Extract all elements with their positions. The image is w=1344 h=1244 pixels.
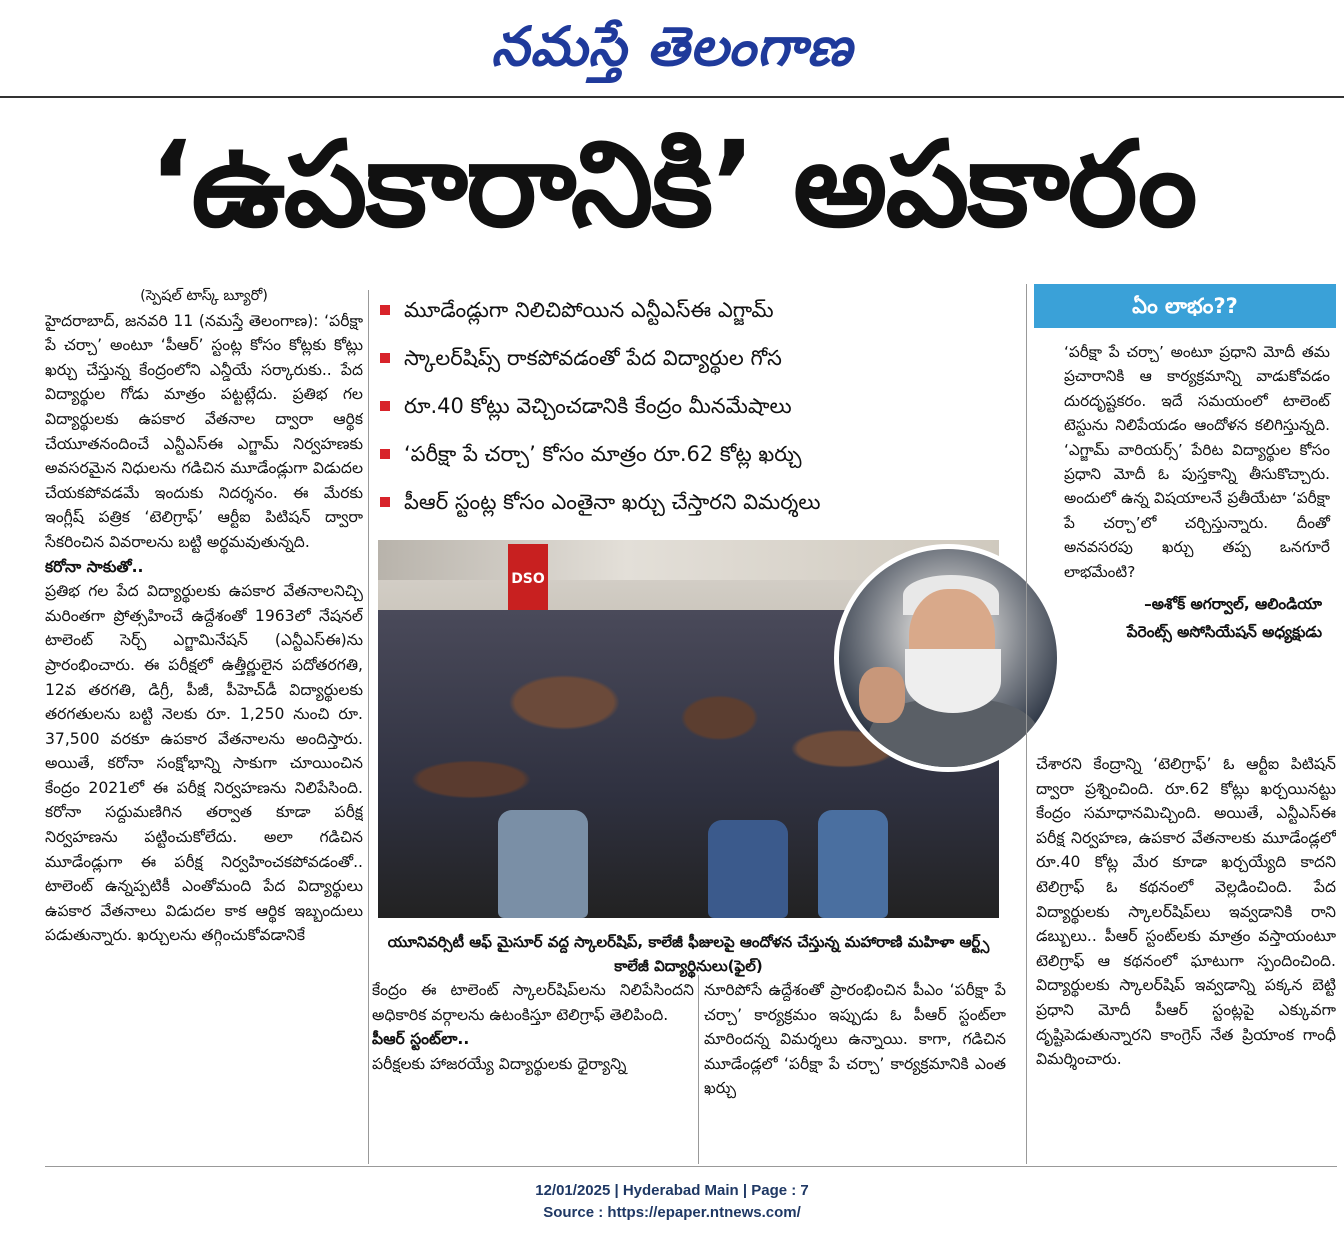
bullet-square-icon — [380, 353, 390, 363]
sidebar-signature: –అశోక్ అగర్వాల్, ఆలిండియా పేరెంట్స్ అసోసియేషన్ అధ్యక్షుడు — [1126, 595, 1322, 642]
column-divider — [1026, 284, 1027, 1164]
bullet-square-icon — [380, 497, 390, 507]
bullet-square-icon — [380, 401, 390, 411]
masthead-logo: నమస్తే తెలంగాణ — [491, 14, 853, 78]
article-bottom-rule — [45, 1166, 1337, 1167]
dso-sign: DSO — [508, 544, 548, 614]
bullet-square-icon — [380, 305, 390, 315]
highlight-item: రూ.40 కోట్లు వెచ్చించడానికి కేంద్రం మీనమేషాలు — [380, 382, 1020, 430]
backpack — [498, 810, 588, 918]
subhead-pr-stunt: పీఆర్ స్టంట్‌లా.. — [372, 1030, 470, 1049]
mid-column-2: నూరిపోసే ఉద్దేశంతో ప్రారంభించిన పీఎం ‘పరీక్షా పే చర్చా’ కార్యక్రమం ఇప్పుడు ఓ పీఆర్ స్టంట్‌లా మారిందన్న విమర్శలు ఉన్నాయి. కాగా, గడిచిన మూడేండ్లలో ‘పరీక్షా పే చర్చా’ కార్యక్రమానికి ఎంత ఖర్చు — [704, 981, 1006, 1098]
footer-date-line: 12/01/2025 | Hyderabad Main | Page : 7 — [535, 1182, 809, 1199]
right-column: చేశారని కేంద్రాన్ని ‘టెలిగ్రాఫ్’ ఓ ఆర్టీఐ పిటిషన్ ద్వారా ప్రశ్నించింది. రూ.62 కోట్లు ఖర్చయినట్టు కేంద్రం సమాధానమిచ్చింది. అయితే, ఎన్టీఎస్ఈ పరీక్ష నిర్వహణ, ఉపకార వేతనాలకు మూడేండ్లలో రూ.40 కోట్ల మేర కూడా ఖర్చయ్యేది కాదని టెలిగ్రాఫ్ ఓ కథనంలో వెల్లడించింది. పేద విద్యార్థులకు స్కాలర్‌షిప్‌లు ఇవ్వడానికి రాని డబ్బులు.. పీఆర్ స్టంట్‌లకు మాత్రం వస్తాయంటూ టెలిగ్రాఫ్ ఆ కథనంలో ఘాటుగా స్పందించింది. విద్యార్థులకు స్కాలర్‌షిప్ ఇవ్వడాన్ని పక్కన బెట్టి ప్రధాని మోదీ పీఆర్ స్టంట్లపై ఎక్కువగా దృష్టిపెడుతున్నారని కాంగ్రెస్ నేత ప్రియాంక గాంధీ విమర్శించారు. — [1036, 755, 1336, 1069]
highlight-item: స్కాలర్‌షిప్స్ రాకపోవడంతో పేద విద్యార్థుల గోస — [380, 334, 1020, 382]
bullet-square-icon — [380, 449, 390, 459]
pm-portrait — [834, 544, 1062, 772]
column-divider — [698, 975, 699, 1164]
backpack — [818, 810, 888, 918]
left-column — [45, 284, 363, 1164]
article-body-left: ప్రతిభ గల పేద విద్యార్థులకు ఉపకార వేతనాలనిచ్చి మరింతగా ప్రోత్సహించే ఉద్దేశంతో 1963లో నేషనల్ టాలెంట్ సెర్చ్ ఎగ్జామినేషన్ (ఎన్టీఎస్ఈ)ను ప్రారంభించారు. ఈ పరీక్షలో ఉత్తీర్ణులైన పదోతరగతి, 12వ తరగతి, డిగ్రీ, పీజీ, పీహెచ్‌డీ విద్యార్థులకు తరగతులను బట్టి నెలకు రూ. 1,250 నుంచి రూ. 37,500 వరకూ ఉపకార వేతనాలను అందిస్తారు. అయితే, కరోనా సంక్షోభాన్ని సాకుగా చూయించిన కేంద్రం 2021లో ఈ పరీక్ష నిర్వహణను నిలిపేసింది. కరోనా సద్దుమణిగిన తర్వాత కూడా పరీక్ష నిర్వహణను పట్టించుకోలేదు. అలా గడిచిన మూడేండ్లుగా ఈ పరీక్ష నిర్వహించకపోవడంతో.. టాలెంట్ ఉన్నప్పటికీ ఎంతోమంది పేద విద్యార్థులు ఉపకార వేతనాలు విడుదల కాక ఆర్థిక ఇబ్బందులు పడుతున్నారు. ఖర్చులను తగ్గించుకోవడానికే — [45, 582, 363, 945]
highlight-item: మూడేండ్లుగా నిలిచిపోయిన ఎన్టీఎస్ఈ ఎగ్జామ్ — [380, 286, 1020, 334]
highlights-list — [380, 286, 1020, 526]
page-footer — [0, 1180, 1344, 1224]
headline: ‘ఉపకారానికి’ అపకారం — [148, 115, 1196, 253]
byline: (స్పెషల్ టాస్క్ బ్యూరో) — [140, 288, 268, 304]
highlight-item: పీఆర్ స్టంట్ల కోసం ఎంతైనా ఖర్చు చేస్తారని విమర్శలు — [380, 478, 1020, 526]
highlight-item: ‘పరీక్షా పే చర్చా’ కోసం మాత్రం రూ.62 కోట్ల ఖర్చు — [380, 430, 1020, 478]
article-intro: హైదరాబాద్, జనవరి 11 (నమస్తే తెలంగాణ): ‘పరీక్షా పే చర్చా’ అంటూ ‘పీఆర్’ స్టంట్ల కోసం కోట్లకు కోట్లు ఖర్చు చేస్తున్న కేంద్రంలోని ఎన్డీయే సర్కారుకు.. పేద విద్యార్థుల గోడు మాత్రం పట్టట్లేదు. ప్రతిభ గల విద్యార్థులకు ఉపకార వేతనాల ద్వారా ఆర్థిక చేయూతనందించే ఎన్టీఎస్ఈ ఎగ్జామ్ నిర్వహణకు అవసరమైన నిధులను గడిచిన మూడేండ్లుగా విడుదల చేయకపోవడమే ఇందుకు నిదర్శనం. ఈ మేరకు ఇంగ్లీష్ పత్రిక ‘టెలిగ్రాఫ్’ ఆర్టీఐ పిటిషన్ ద్వారా సేకరించిన వివరాలను బట్టి అర్థమవుతున్నది. — [45, 311, 363, 551]
footer-source-line: Source : https://epaper.ntnews.com/ — [543, 1204, 801, 1221]
photo-caption: యూనివర్సిటీ ఆఫ్ మైసూర్ వద్ద స్కాలర్‌షిప్, కాలేజీ ఫీజులపై ఆందోళన చేస్తున్న మహారాణి మహిళా ఆర్ట్స్ కాలేజీ విద్యార్థినులు(ఫైల్) — [387, 933, 990, 975]
mid-column-1: కేంద్రం ఈ టాలెంట్ స్కాలర్‌షిప్‌లను నిలిపేసిందని అధికారిక వర్గాలను ఉటంకిస్తూ టెలిగ్రాఫ్ తెలిపింది. పీఆర్ స్టంట్‌లా.. పరీక్షలకు హాజరయ్యే విద్యార్థులకు ధైర్యాన్ని — [372, 981, 694, 1073]
subhead-corona: కరోనా సాకుతో.. — [45, 557, 144, 576]
column-divider — [368, 290, 369, 1164]
sidebar-quote: ‘పరీక్షా పే చర్చా’ అంటూ ప్రధాని మోదీ తమ ప్రచారానికి ఆ కార్యక్రమాన్ని వాడుకోవడం దురదృష్టకరం. ఇదే సమయంలో టాలెంట్ టెస్టును నిలిపేయడం ఆందోళన కలిగిస్తున్నది. ‘ఎగ్జామ్ వారియర్స్’ పేరిట విద్యార్థుల కోసం ప్రధాని మోదీ ఓ పుస్తకాన్ని తీసుకొచ్చారు. అందులో ఉన్న విషయాలనే ప్రతీయేటా ‘పరీక్షా పే చర్చా’లో చర్చిస్తున్నారు. దీంతో అనవసరపు ఖర్చు తప్ప ఒనగూరే లాభమేంటి? — [1064, 343, 1330, 581]
sidebar-title: ఏం లాభం?? — [1034, 284, 1336, 328]
masthead-rule — [0, 96, 1344, 98]
backpack — [708, 820, 788, 918]
sidebar-box — [1034, 284, 1336, 750]
